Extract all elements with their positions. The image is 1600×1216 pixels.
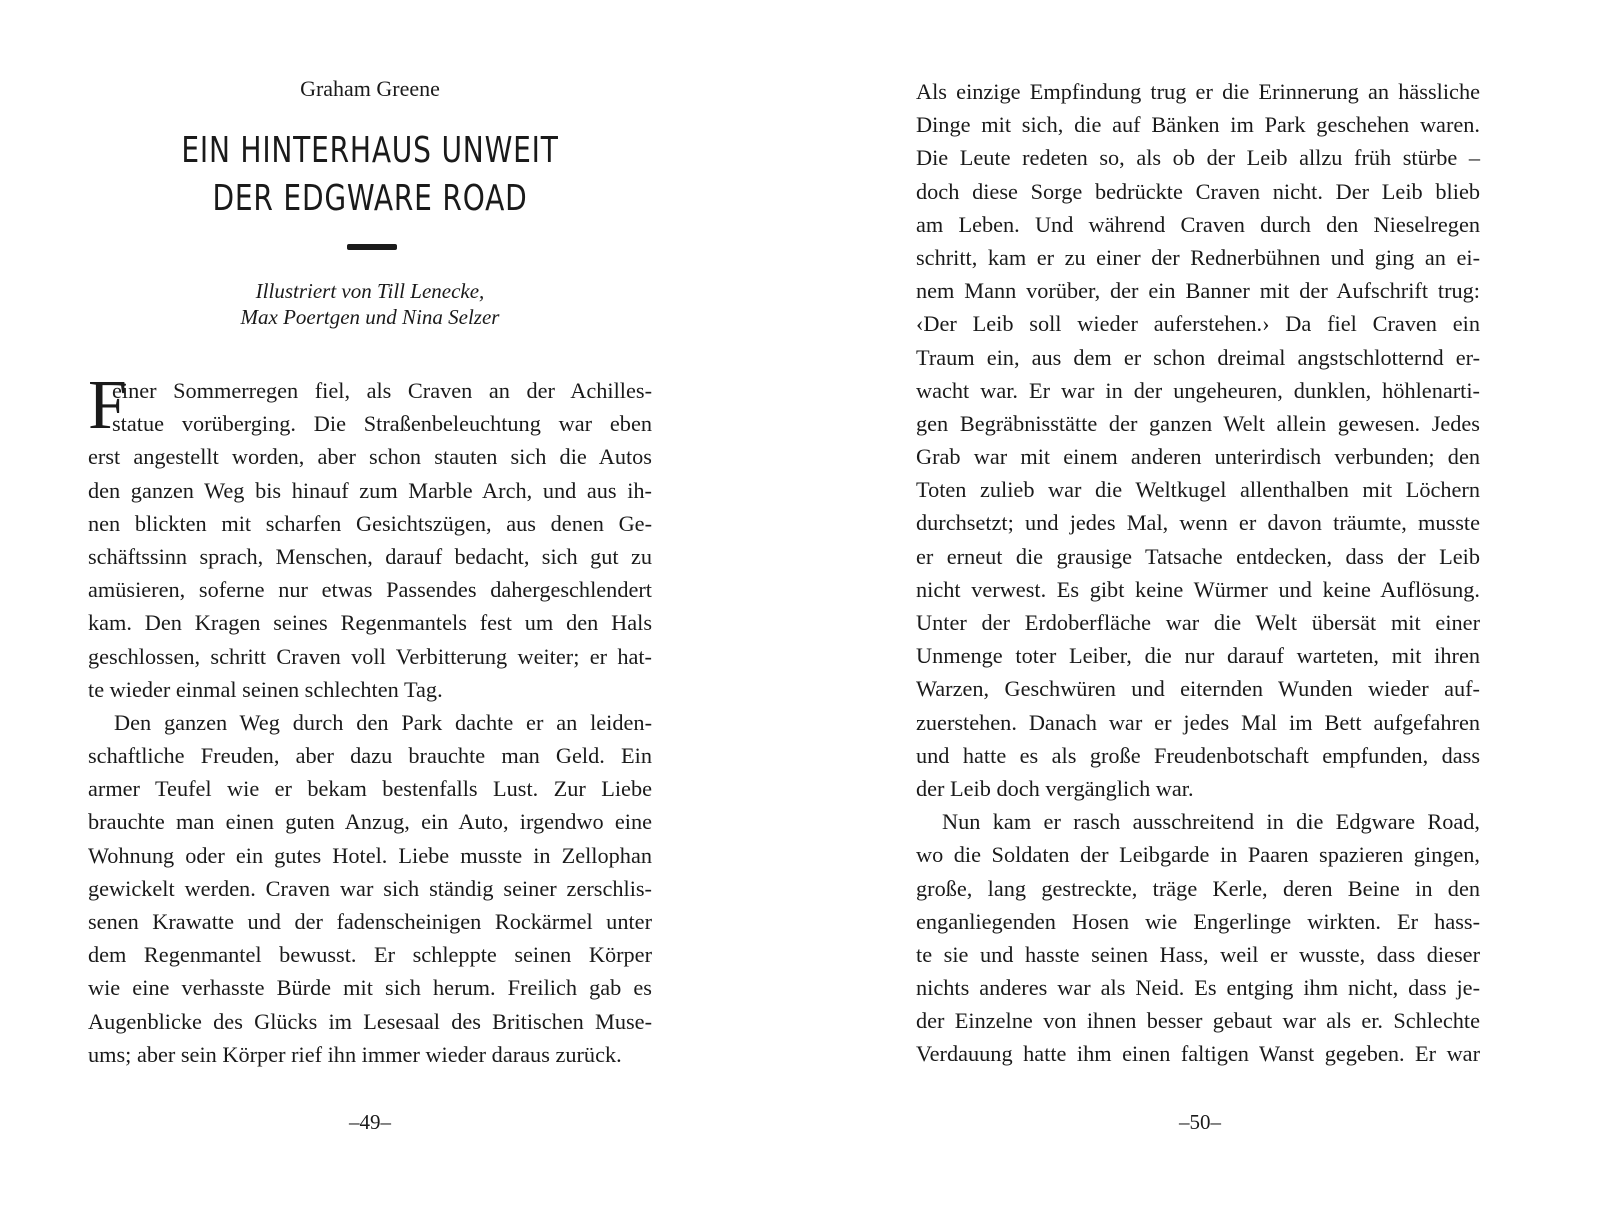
- text-line: armer Teufel wie er bekam bestenfalls Lust. Zur Liebe: [88, 776, 652, 802]
- text-line: Grab war mit einem anderen unterirdisch verbunden; den: [916, 444, 1480, 470]
- text-line: am Leben. Und während Craven durch den Nieselregen: [916, 211, 1480, 237]
- page-number-right: –50–: [1179, 1110, 1221, 1134]
- text-line: nen blickten mit scharfen Gesichtszügen, aus denen Ge-: [88, 510, 652, 536]
- text-line: wo die Soldaten der Leibgarde in Paaren spazieren gingen,: [916, 842, 1480, 868]
- text-line: senen Krawatte und der fadenscheinigen Rockärmel unter: [88, 909, 652, 934]
- text-line: geschlossen, schritt Craven voll Verbitterung weiter; er hat-: [88, 643, 652, 669]
- text-line: Unmenge toter Leiber, die nur darauf warteten, mit ihren: [916, 643, 1480, 669]
- text-line: zuerstehen. Danach war er jedes Mal im Bett aufgefahren: [916, 709, 1480, 735]
- text-line: kam. Den Kragen seines Regenmantels fest um den Hals: [88, 610, 652, 636]
- text-line: amüsieren, soferne nur etwas Passendes dahergeschlendert: [88, 577, 652, 603]
- author-name: Graham Greene: [300, 76, 440, 101]
- illustrator-credit-line-1: Illustriert von Till Lenecke,: [255, 279, 485, 303]
- text-line: Nun kam er rasch ausschreitend in die Edgware Road,: [942, 809, 1480, 835]
- text-line: Verdauung hatte ihm einen faltigen Wanst gegeben. Er war: [916, 1041, 1480, 1067]
- text-line: er erneut die grausige Tatsache entdecken, dass der Leib: [916, 543, 1480, 569]
- text-line: schritt, kam er zu einer der Rednerbühnen und ging an ei-: [916, 244, 1480, 270]
- text-line: enganliegenden Hosen wie Engerlinge wirkten. Er hass-: [916, 908, 1480, 934]
- text-line: nem Mann vorüber, der ein Banner mit der Aufschrift trug:: [916, 278, 1480, 304]
- text-line: schaftliche Freuden, aber dazu brauchte man Geld. Ein: [88, 743, 652, 769]
- text-line: Die Leute redeten so, als ob der Leib allzu früh stürbe –: [916, 145, 1480, 171]
- text-line: schäftssinn sprach, Menschen, darauf bedacht, sich gut zu: [88, 543, 652, 569]
- text-line: Traum ein, aus dem er schon dreimal angstschlotternd er-: [916, 344, 1480, 370]
- text-line: Als einzige Empfindung trug er die Erinnerung an hässliche: [916, 79, 1480, 104]
- text-line: statue vorüberging. Die Straßenbeleuchtung war eben: [112, 411, 652, 437]
- right-page-body-text: [916, 75, 1480, 1071]
- text-line: große, lang gestreckte, träge Kerle, deren Beine in den: [916, 875, 1480, 901]
- text-line: ‹Der Leib soll wieder auferstehen.› Da fiel Craven ein: [916, 311, 1480, 337]
- text-line: Dinge mit sich, die auf Bänken im Park geschehen waren.: [916, 112, 1480, 138]
- text-line: nicht verwest. Es gibt keine Würmer und keine Auflösung.: [916, 576, 1480, 602]
- drop-cap: F: [88, 367, 127, 444]
- page-number-left: –49–: [349, 1110, 391, 1134]
- text-line: te wieder einmal seinen schlechten Tag.: [88, 676, 443, 702]
- right-page: [800, 0, 1600, 1216]
- text-line: gewickelt werden. Craven war sich ständig seiner zerschlis-: [88, 875, 652, 901]
- text-line: Toten zulieb war die Weltkugel allenthalben mit Löchern: [916, 477, 1480, 503]
- text-line: Den ganzen Weg durch den Park dachte er an leiden-: [114, 709, 652, 735]
- text-line: Augenblicke des Glücks im Lesesaal des Britischen Muse-: [88, 1008, 652, 1034]
- illustrator-credit-line-2: Max Poertgen und Nina Selzer: [240, 305, 500, 329]
- text-line: te sie und hasste seinen Hass, weil er wusste, dass dieser: [916, 941, 1480, 967]
- text-line: den ganzen Weg bis hinauf zum Marble Arch, und aus ih-: [88, 477, 652, 503]
- text-line: Wohnung oder ein gutes Hotel. Liebe musste in Zellophan: [88, 842, 652, 868]
- left-page-body-text: [88, 367, 652, 1071]
- story-title-line-1: EIN HINTERHAUS UNWEIT: [181, 130, 559, 171]
- text-line: dem Regenmantel bewusst. Er schleppte seinen Körper: [88, 942, 652, 968]
- text-line: durchsetzt; und jedes Mal, wenn er davon träumte, musste: [916, 510, 1480, 536]
- text-line: wacht war. Er war in der ungeheuren, dunklen, höhlenarti-: [916, 377, 1480, 403]
- text-line: wie eine verhasste Bürde mit sich herum. Freilich gab es: [88, 975, 652, 1001]
- text-line: der Einzelne von ihnen besser gebaut war als er. Schlechte: [916, 1008, 1480, 1034]
- text-line: doch diese Sorge bedrückte Craven nicht. Der Leib blieb: [916, 178, 1480, 204]
- text-line: der Leib doch vergänglich war.: [916, 775, 1194, 801]
- title-divider: [347, 244, 397, 250]
- text-line: brauchte man einen guten Anzug, ein Auto, irgendwo eine: [88, 809, 652, 835]
- text-line: gen Begräbnisstätte der ganzen Welt allein gewesen. Jedes: [916, 410, 1480, 436]
- text-line: ums; aber sein Körper rief ihn immer wieder daraus zurück.: [88, 1041, 622, 1067]
- text-line: Warzen, Geschwüren und eiternden Wunden wieder auf-: [916, 676, 1480, 702]
- story-title-line-2: DER EDGWARE ROAD: [212, 178, 528, 219]
- text-line: Unter der Erdoberfläche war die Welt übersät mit einer: [916, 610, 1480, 635]
- text-line: erst angestellt worden, aber schon stauten sich die Autos: [88, 444, 652, 470]
- text-line: und hatte es als große Freudenbotschaft empfunden, dass: [916, 742, 1480, 768]
- text-line: einer Sommerregen fiel, als Craven an der Achilles-: [112, 378, 652, 403]
- text-line: nichts anderes war als Neid. Es entging ihm nicht, dass je-: [916, 975, 1480, 1001]
